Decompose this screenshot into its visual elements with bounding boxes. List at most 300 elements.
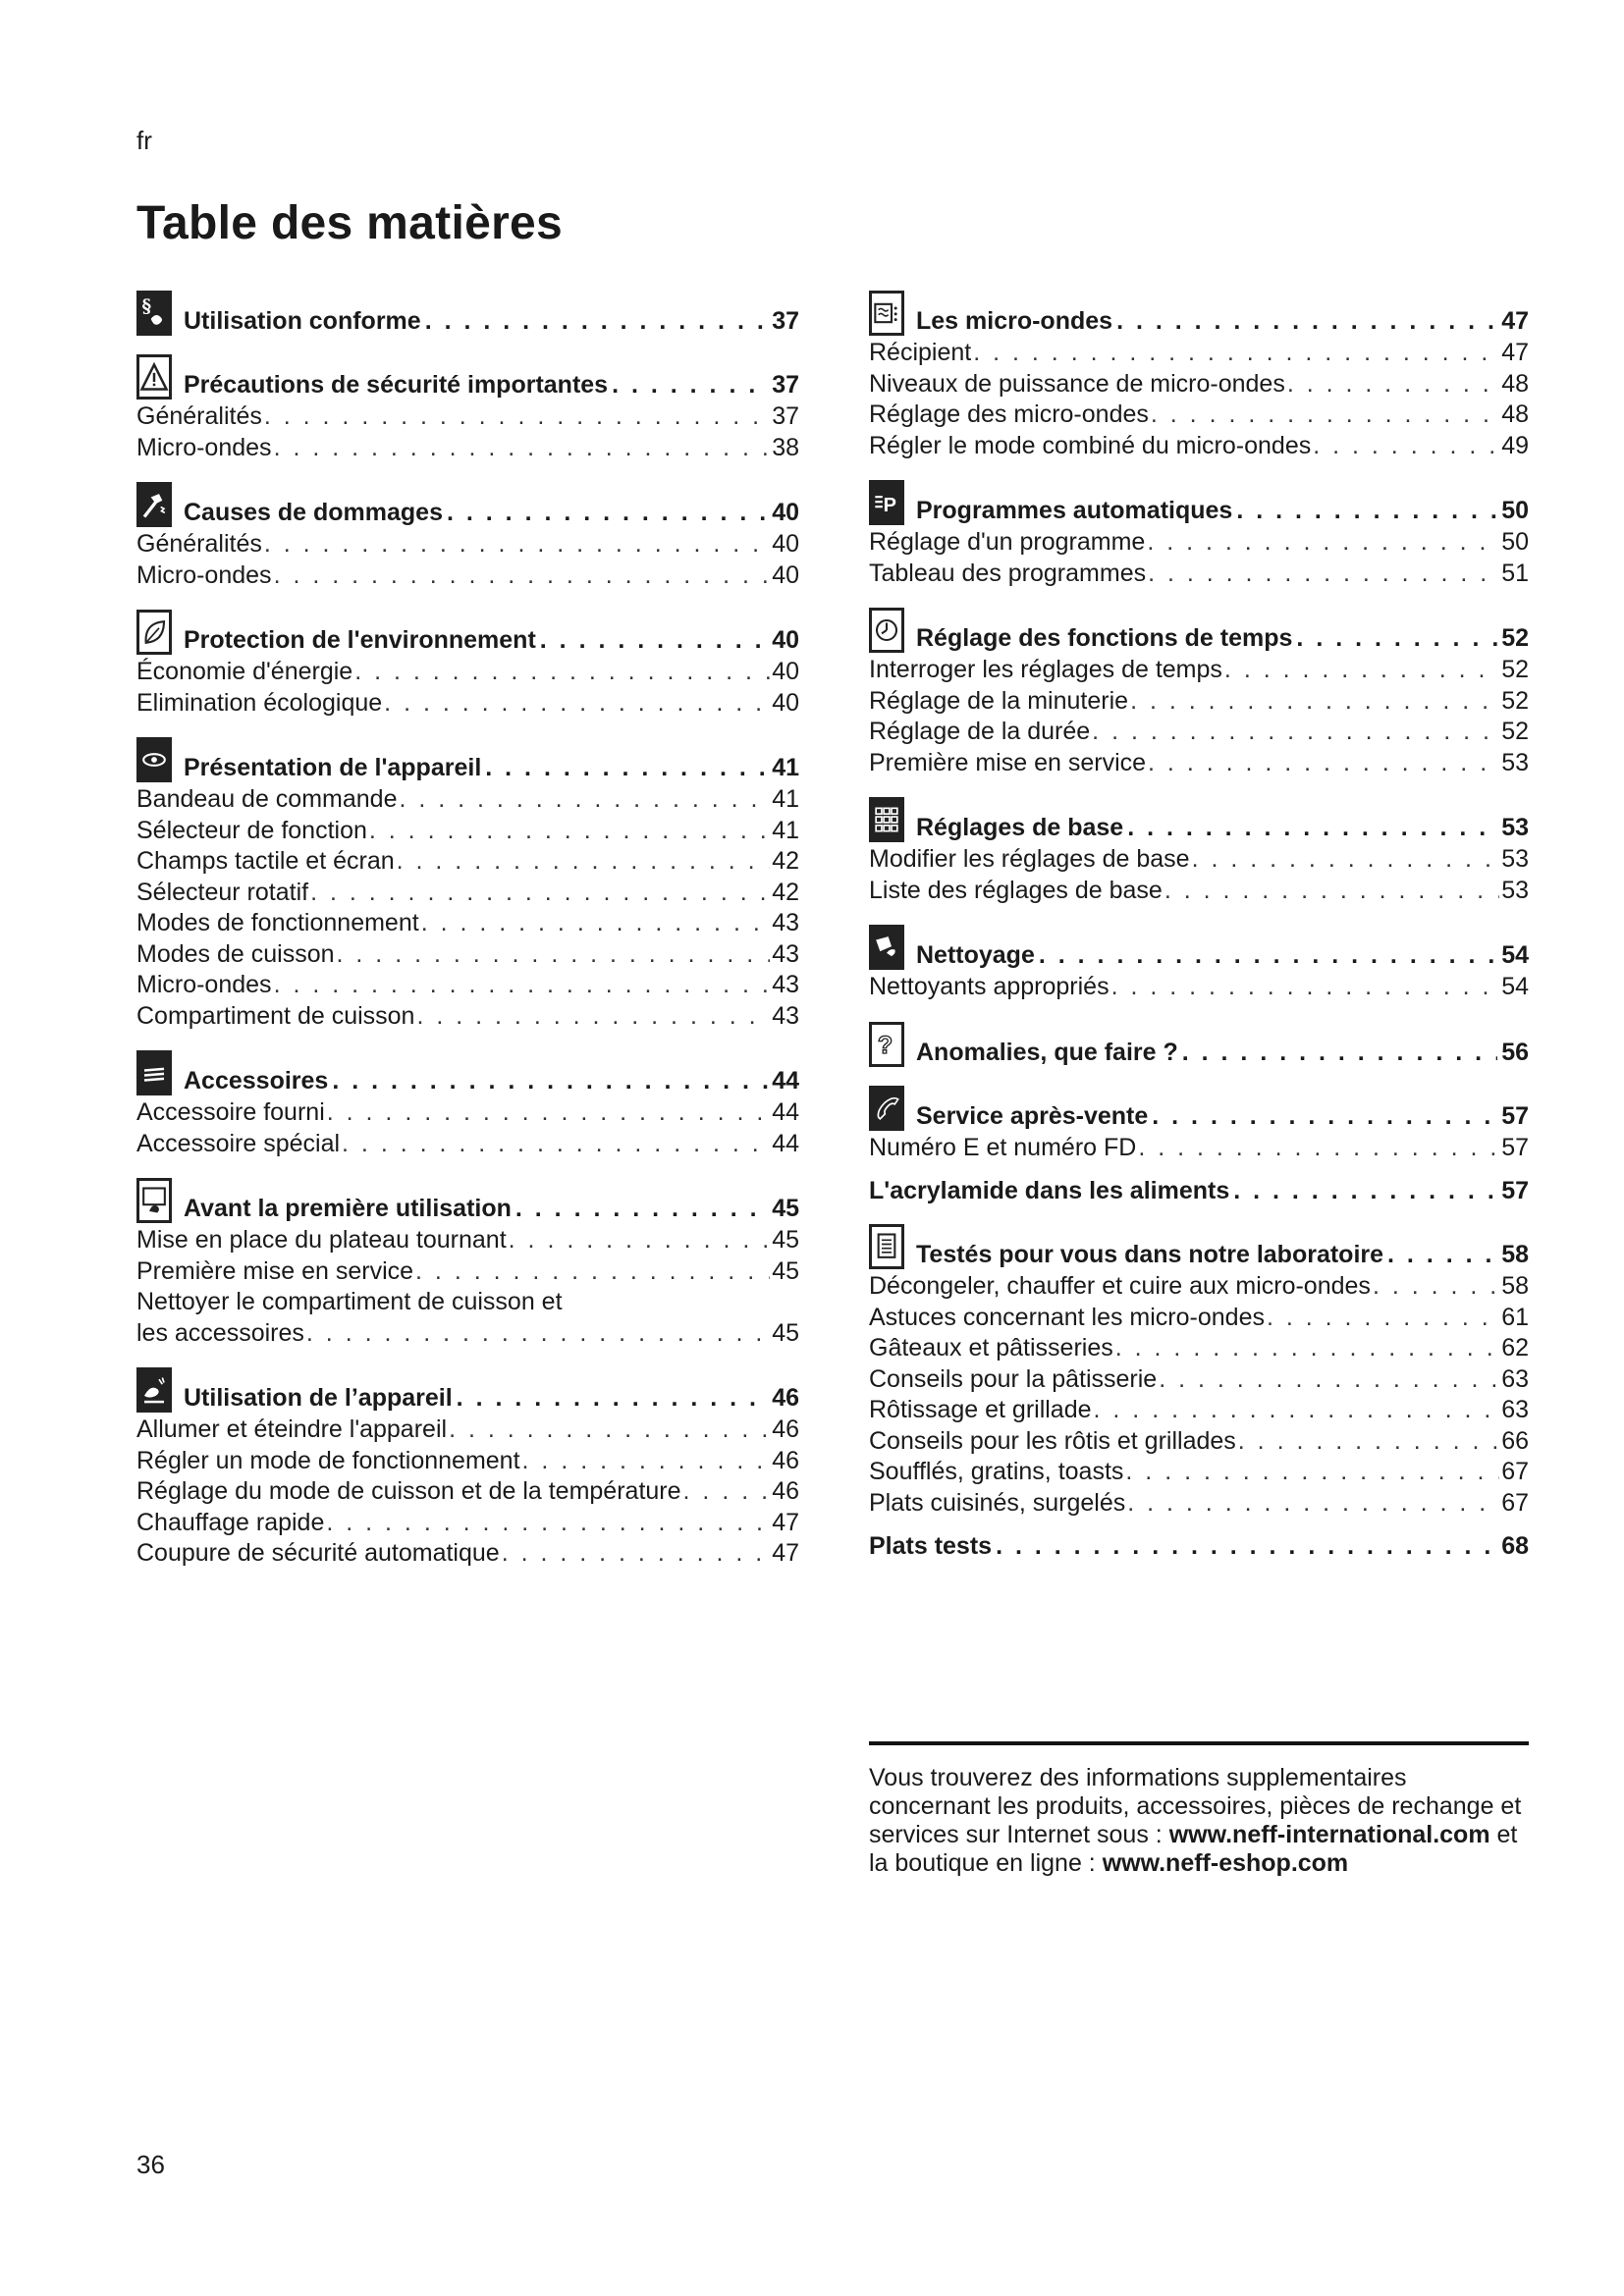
toc-entry-page: 47 [772, 1539, 799, 1567]
toc-heading[interactable] [136, 731, 799, 782]
dot-leader [264, 401, 770, 433]
dot-leader [973, 338, 1499, 369]
toc-entry-label: Modes de cuisson [136, 939, 335, 968]
toc-heading[interactable] [869, 919, 1529, 970]
dot-leader [1224, 655, 1499, 686]
dot-leader [1164, 876, 1499, 907]
toc-heading-title: Plats tests [869, 1532, 993, 1560]
toc-entry[interactable] [136, 878, 799, 909]
toc-entry-page: 53 [1501, 845, 1529, 873]
toc-entry-page: 46 [772, 1415, 799, 1443]
toc-entry[interactable] [869, 655, 1529, 686]
toc-entry[interactable] [136, 1508, 799, 1539]
toc-entry[interactable] [136, 1538, 799, 1570]
toc-entry[interactable] [136, 657, 799, 688]
toc-section-anomalies-que-faire [869, 1016, 1529, 1067]
toc-entry[interactable] [869, 1333, 1529, 1364]
dot-leader [326, 1508, 770, 1539]
toc-heading-title: Protection de l'environnement [184, 626, 536, 654]
toc-entry[interactable] [136, 529, 799, 561]
first-use-icon [136, 1178, 172, 1223]
toc-entry[interactable] [136, 1097, 799, 1129]
toc-entry-page: 66 [1501, 1426, 1529, 1455]
toc-heading-page: 37 [772, 371, 799, 399]
dot-leader [1039, 940, 1497, 970]
toc-entry[interactable] [869, 876, 1529, 907]
toc-entry-page: 41 [772, 785, 799, 813]
toc-heading[interactable] [869, 1080, 1529, 1131]
dot-leader [354, 657, 770, 688]
toc-entry[interactable] [136, 688, 799, 720]
dot-leader [274, 970, 771, 1001]
toc-entry[interactable] [136, 846, 799, 878]
toc-entry[interactable] [136, 970, 799, 1001]
dot-leader [415, 1256, 770, 1288]
toc-entry[interactable] [869, 338, 1529, 369]
dot-leader [332, 1066, 768, 1095]
leaf-icon [136, 610, 172, 655]
toc-entry-label: Réglage du mode de cuisson et de la température [136, 1477, 681, 1505]
toc-heading-page: 47 [1501, 307, 1529, 335]
dot-leader [1296, 623, 1497, 653]
toc-entry-label: Accessoire spécial [136, 1129, 341, 1157]
dot-leader [457, 1383, 769, 1413]
toc-entry[interactable] [869, 1364, 1529, 1396]
language-code: fr [136, 126, 152, 155]
toc-entry-page: 52 [1501, 656, 1529, 683]
dot-leader [1267, 1303, 1499, 1334]
toc-heading[interactable] [869, 791, 1529, 842]
svg-text:§: § [141, 296, 152, 318]
toc-heading-page: 58 [1501, 1241, 1529, 1268]
toc-entry-page: 52 [1501, 686, 1529, 715]
dot-leader [397, 846, 771, 878]
page-number: 36 [136, 2150, 165, 2179]
toc-heading-page: 53 [1501, 814, 1529, 841]
toc-entry-label: Réglage de la durée [869, 718, 1091, 745]
note-link-international[interactable]: www.neff-international.com [1168, 1821, 1490, 1848]
toc-heading-title: Les micro-ondes [916, 307, 1113, 335]
toc-section-service-apres-vente [869, 1080, 1529, 1164]
toc-entry-label: Rôtissage et grillade [869, 1396, 1092, 1423]
note-text-1: Vous trouverez des informations supplementaires concernant les produits, accessoires, pièces de rechange et services sur Internet sous : [869, 1764, 1522, 1848]
dot-leader [996, 1531, 1497, 1561]
dot-leader [1094, 1395, 1500, 1426]
svg-text:P: P [883, 495, 897, 517]
dot-leader [1159, 1364, 1499, 1396]
toc-heading-page: 57 [1501, 1101, 1529, 1130]
toc-entry[interactable] [869, 1133, 1529, 1164]
toc-entry-label: Astuces concernant les micro-ondes [869, 1303, 1265, 1331]
toc-heading-page: 50 [1501, 497, 1529, 524]
toc-heading-page: 52 [1501, 624, 1529, 652]
toc-section-avant-la-premiere-utilisation [136, 1172, 799, 1349]
toc-entry-page: 45 [772, 1318, 799, 1347]
toc-entry[interactable] [136, 561, 799, 592]
dot-leader [1127, 1488, 1499, 1520]
toc-entry-page: 57 [1501, 1133, 1529, 1161]
phone-icon [869, 1086, 904, 1131]
toc-entry[interactable] [869, 400, 1529, 431]
toc-heading-title: Utilisation de l’appareil [184, 1384, 453, 1412]
toc-entry-page: 61 [1501, 1303, 1529, 1331]
toc-entry-page: 63 [1501, 1364, 1529, 1393]
dot-leader [1147, 527, 1499, 559]
dot-leader [1130, 686, 1499, 718]
toc-entry-label: Mise en place du plateau tournant [136, 1226, 507, 1254]
toc-heading[interactable] [869, 474, 1529, 525]
toc-heading-title: Présentation de l'appareil [184, 754, 482, 781]
toc-entry-label: Elimination écologique [136, 688, 383, 717]
toc-entry[interactable] [869, 369, 1529, 400]
dot-leader [1111, 972, 1500, 1003]
microwave-icon [869, 291, 904, 336]
toc-entry-page: 45 [772, 1226, 799, 1254]
dot-leader [399, 784, 770, 816]
toc-entry-page: 53 [1501, 876, 1529, 904]
clock-icon [869, 608, 904, 653]
toc-section-utilisation-conforme [136, 285, 799, 336]
dot-leader [369, 816, 770, 847]
toc-heading-title: Causes de dommages [184, 499, 443, 526]
toc-entry-page: 58 [1501, 1272, 1529, 1300]
toc-section-programmes-automatiques [869, 474, 1529, 589]
toc-heading[interactable] [869, 285, 1529, 336]
toc-entry-label: Généralités [136, 530, 262, 558]
cleaning-icon [869, 925, 904, 970]
toc-entry-label: Réglage d'un programme [869, 528, 1146, 556]
info-note [869, 1764, 1529, 1878]
dot-leader [502, 1538, 771, 1570]
dot-leader [1125, 1457, 1499, 1488]
toc-heading-title: L'acrylamide dans les aliments [869, 1177, 1230, 1204]
toc-entry-page: 42 [772, 878, 799, 906]
toc-heading-title: Programmes automatiques [916, 497, 1233, 524]
toc-entry-label: Bandeau de commande [136, 785, 398, 813]
dot-leader [1387, 1240, 1497, 1269]
toc-entry-label: Première mise en service [136, 1256, 414, 1285]
toc-section-reglage-des-fonctions-de-temps [869, 602, 1529, 778]
toc-entry-label: Modes de fonctionnement [136, 909, 419, 936]
toc-entry[interactable] [136, 908, 799, 939]
toc-entry[interactable] [136, 784, 799, 816]
toc-entry-page: 48 [1501, 400, 1529, 428]
question-icon [869, 1022, 904, 1067]
toc-entry[interactable] [136, 1225, 799, 1256]
toc-heading-page: 54 [1501, 941, 1529, 969]
toc-entry-page: 40 [772, 530, 799, 558]
note-divider [869, 1741, 1529, 1745]
toc-section-protection-de-l-environnement [136, 604, 799, 719]
dot-leader [1182, 1038, 1497, 1067]
toc-entry[interactable] [869, 527, 1529, 559]
toc-section-l-acrylamide-dans-les-aliments [869, 1176, 1529, 1205]
toc-entry-label: Réglage de la minuterie [869, 686, 1129, 715]
toc-heading-title: Nettoyage [916, 941, 1035, 969]
toc-entry-label: Modifier les réglages de base [869, 845, 1190, 873]
toc-section-utilisation-de-l-appareil [136, 1362, 799, 1570]
dot-leader [1233, 1176, 1497, 1205]
dot-leader [274, 561, 771, 592]
dot-leader [1238, 1426, 1499, 1458]
toc-entry-page: 44 [772, 1098, 799, 1126]
toc-entry[interactable] [136, 1129, 799, 1160]
toc-entry[interactable] [136, 816, 799, 847]
dot-leader [274, 433, 771, 464]
toc-entry-page: 52 [1501, 718, 1529, 745]
toc-section-causes-de-dommages [136, 476, 799, 591]
page-title: Table des matières [136, 197, 564, 249]
dot-leader [1092, 717, 1499, 748]
toc-entry-label: Numéro E et numéro FD [869, 1133, 1137, 1161]
toc-entry-page: 42 [772, 847, 799, 875]
dot-leader [342, 1129, 770, 1160]
toc-heading[interactable] [136, 604, 799, 655]
toc-entry-page: 45 [772, 1256, 799, 1285]
toc-entry[interactable] [136, 1256, 799, 1288]
toc-entry-label: Plats cuisinés, surgelés [869, 1488, 1126, 1517]
toc-entry-label: Conseils pour les rôtis et grillades [869, 1426, 1236, 1455]
toc-heading-page: 44 [772, 1067, 799, 1095]
toc-entry-page: 67 [1501, 1488, 1529, 1517]
toc-entry-label: Nettoyants appropriés [869, 973, 1110, 1000]
dot-leader [485, 753, 768, 782]
toc-heading-title: Utilisation conforme [184, 307, 421, 335]
document-icon [869, 1224, 904, 1269]
toc-entry-page: 43 [772, 971, 799, 998]
dot-leader [1373, 1271, 1499, 1303]
toc-heading[interactable] [869, 1531, 1529, 1561]
toc-entry[interactable] [869, 686, 1529, 718]
toc-heading-title: Avant la première utilisation [184, 1195, 512, 1222]
toc-entry-page: 44 [772, 1129, 799, 1157]
dot-leader [384, 688, 770, 720]
toc-heading-title: Précautions de sécurité importantes [184, 371, 609, 399]
toc-section-presentation-de-l-appareil [136, 731, 799, 1032]
toc-entry-label: Compartiment de cuisson [136, 1001, 415, 1030]
toc-entry-label: Généralités [136, 402, 262, 430]
toc-heading[interactable] [136, 476, 799, 527]
dot-leader [306, 1318, 770, 1350]
toc-entry-label: Gâteaux et pâtisseries [869, 1334, 1113, 1362]
toc-heading-title: Service après-vente [916, 1101, 1149, 1130]
toc-heading-page: 56 [1501, 1038, 1529, 1066]
paragraph-hand-icon [136, 291, 172, 336]
toc-heading[interactable] [869, 1218, 1529, 1269]
toc-heading[interactable] [869, 602, 1529, 653]
toc-entry-label: Coupure de sécurité automatique [136, 1539, 500, 1567]
toc-entry[interactable] [869, 748, 1529, 779]
dot-leader [683, 1476, 771, 1508]
dot-leader [1192, 844, 1500, 876]
toc-entry-page: 47 [1501, 339, 1529, 366]
toc-entry[interactable] [136, 1001, 799, 1033]
toc-entry-label: Première mise en service [869, 748, 1147, 776]
dot-leader [1115, 1333, 1499, 1364]
toc-entry-label: Interroger les réglages de temps [869, 656, 1222, 683]
toc-entry-label: Régler un mode de fonctionnement [136, 1446, 520, 1474]
note-link-eshop[interactable]: www.neff-eshop.com [1102, 1849, 1349, 1877]
toc-heading-page: 46 [772, 1384, 799, 1412]
dot-leader [522, 1446, 771, 1477]
accessories-icon [136, 1050, 172, 1095]
operation-hand-icon [136, 1367, 172, 1413]
toc-heading-page: 57 [1501, 1177, 1529, 1204]
toc-entry-label: Champs tactile et écran [136, 847, 395, 875]
toc-right-column [869, 285, 1529, 1574]
toc-entry-page: 40 [772, 658, 799, 685]
toc-heading-page: 40 [772, 499, 799, 526]
toc-heading-page: 40 [772, 626, 799, 654]
toc-entry-label: Sélecteur rotatif [136, 878, 309, 906]
toc-entry-page: 49 [1501, 431, 1529, 459]
toc-entry-page: 43 [772, 1001, 799, 1030]
warning-triangle-icon [136, 354, 172, 400]
toc-left-column [136, 285, 799, 1582]
dot-leader [1313, 431, 1499, 462]
toc-section-reglages-de-base [869, 791, 1529, 906]
toc-entry-page: 37 [772, 402, 799, 430]
toc-entry-label: Niveaux de puissance de micro-ondes [869, 369, 1285, 398]
dot-leader [337, 939, 771, 971]
toc-entry-label: Régler le mode combiné du micro-ondes [869, 431, 1312, 459]
toc-heading-title: Testés pour vous dans notre laboratoire [916, 1241, 1384, 1268]
dot-leader [416, 1001, 770, 1033]
toc-entry[interactable] [869, 972, 1529, 1003]
toc-heading-title: Réglage des fonctions de temps [916, 624, 1293, 652]
toc-entry-page: 43 [772, 909, 799, 936]
toc-entry-page: 38 [772, 433, 799, 461]
toc-entry[interactable] [136, 401, 799, 433]
toc-section-nettoyage [869, 919, 1529, 1003]
toc-heading[interactable] [136, 285, 799, 336]
toc-heading-page: 45 [772, 1195, 799, 1222]
toc-entry-page: 40 [772, 688, 799, 717]
grid-settings-icon [869, 797, 904, 842]
toc-entry-label: Réglage des micro-ondes [869, 400, 1149, 428]
dot-leader [509, 1225, 771, 1256]
toc-entry[interactable] [869, 717, 1529, 748]
svg-text:?: ? [877, 1031, 893, 1059]
toc-entry-page: 67 [1501, 1458, 1529, 1485]
toc-entry-label: Micro-ondes [136, 561, 272, 589]
toc-entry-label: Décongeler, chauffer et cuire aux micro-ondes [869, 1272, 1371, 1300]
eye-icon [136, 737, 172, 782]
toc-entry-page: 40 [772, 561, 799, 589]
toc-entry-page: 54 [1501, 973, 1529, 1000]
toc-entry-page: 41 [772, 816, 799, 844]
toc-heading[interactable] [869, 1016, 1529, 1067]
toc-entry-page: 50 [1501, 528, 1529, 556]
toc-heading-page: 68 [1501, 1532, 1529, 1560]
toc-entry-label: Micro-ondes [136, 971, 272, 998]
toc-entry-page: 51 [1501, 559, 1529, 587]
toc-entry[interactable] [869, 844, 1529, 876]
toc-heading-page: 41 [772, 754, 799, 781]
toc-entry[interactable] [869, 1303, 1529, 1334]
toc-entry-page: 53 [1501, 748, 1529, 776]
toc-entry-label: Chauffage rapide [136, 1508, 325, 1536]
note-text-2: et la boutique en ligne : [869, 1821, 1518, 1877]
toc-entry[interactable] [869, 1457, 1529, 1488]
dot-leader [421, 908, 771, 939]
dot-leader [612, 370, 768, 400]
toc-entry-label: Tableau des programmes [869, 559, 1147, 587]
toc-section-precautions-de-securite-importantes [136, 348, 799, 463]
toc-section-les-micro-ondes [869, 285, 1529, 461]
toc-entry-label-line: Nettoyer le compartiment de cuisson et [136, 1288, 563, 1315]
toc-entry[interactable] [136, 1415, 799, 1446]
toc-entry[interactable] [869, 431, 1529, 462]
dot-leader [1287, 369, 1499, 400]
dot-leader [1127, 813, 1497, 842]
toc-entry-page: 47 [772, 1508, 799, 1536]
toc-heading[interactable] [136, 348, 799, 400]
toc-entry[interactable] [869, 1271, 1529, 1303]
toc-entry[interactable] [869, 1395, 1529, 1426]
toc-heading[interactable] [136, 1044, 799, 1095]
toc-entry[interactable] [136, 433, 799, 464]
dot-leader [1148, 559, 1499, 590]
dot-leader [540, 625, 768, 655]
dot-leader [264, 529, 770, 561]
dot-leader [1151, 400, 1499, 431]
toc-entry-page: 63 [1501, 1396, 1529, 1423]
toc-entry-label: Micro-ondes [136, 433, 272, 461]
toc-entry-page: 46 [772, 1477, 799, 1505]
dot-leader [515, 1194, 768, 1223]
programs-icon [869, 480, 904, 525]
toc-entry[interactable] [136, 939, 799, 971]
toc-entry-page: 48 [1501, 369, 1529, 398]
toc-entry-label: Liste des réglages de base [869, 876, 1163, 904]
dot-leader [1116, 306, 1497, 336]
toc-entry-label: les accessoires [136, 1318, 304, 1347]
toc-entry[interactable] [136, 1318, 799, 1350]
dot-leader [1138, 1133, 1499, 1164]
dot-leader [1148, 748, 1499, 779]
dot-leader [449, 1415, 770, 1446]
toc-heading[interactable] [136, 1362, 799, 1413]
toc-entry-label: Soufflés, gratins, toasts [869, 1458, 1124, 1485]
toc-entry-label: Récipient [869, 339, 972, 366]
toc-entry-label: Sélecteur de fonction [136, 816, 367, 844]
toc-heading-title: Réglages de base [916, 814, 1124, 841]
dot-leader [425, 306, 769, 336]
toc-entry[interactable] [869, 1488, 1529, 1520]
dot-leader [1152, 1101, 1497, 1131]
toc-heading-page: 37 [772, 307, 799, 335]
toc-entry-label: Accessoire fourni [136, 1098, 325, 1126]
toc-entry-page: 46 [772, 1446, 799, 1474]
toc-entry[interactable] [136, 1446, 799, 1477]
toc-entry-page: 43 [772, 939, 799, 968]
dot-leader [327, 1097, 770, 1129]
toc-heading[interactable] [869, 1176, 1529, 1205]
toc-entry[interactable] [136, 1476, 799, 1508]
toc-heading-title: Accessoires [184, 1067, 329, 1095]
toc-section-plats-tests [869, 1531, 1529, 1561]
toc-heading-title: Anomalies, que faire ? [916, 1038, 1178, 1066]
toc-entry-label: Économie d'énergie [136, 658, 353, 685]
toc-entry[interactable] [869, 1426, 1529, 1458]
toc-entry[interactable] [869, 559, 1529, 590]
toc-heading[interactable] [136, 1172, 799, 1223]
toc-entry-label: Conseils pour la pâtisserie [869, 1364, 1158, 1393]
toc-entry-page: 62 [1501, 1334, 1529, 1362]
toc-section-testes-pour-vous-dans-notre-laboratoire [869, 1218, 1529, 1519]
toc-entry-label: Allumer et éteindre l'appareil [136, 1415, 448, 1443]
